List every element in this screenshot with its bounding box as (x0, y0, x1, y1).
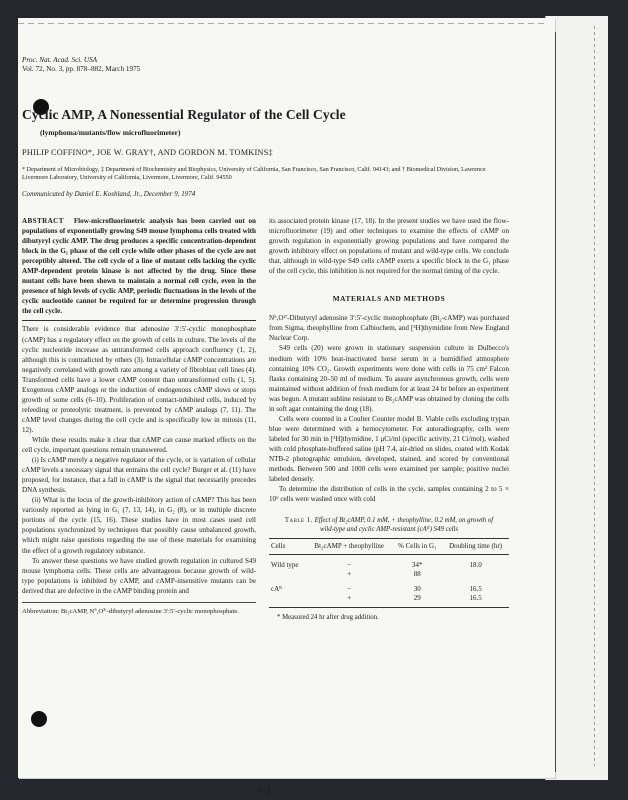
abstract-label: ABSTRACT (22, 217, 64, 225)
abstract (22, 216, 256, 316)
table-header: Cells (271, 542, 286, 551)
communicated-by: Communicated by Daniel E. Koshland, Jr., December 9, 1974 (22, 190, 196, 198)
table-cell (269, 570, 306, 579)
body-paragraph: There is considerable evidence that adenosine 3′:5′-cyclic monophosphate (cAMP) has a regulatory effect on the growth of cells in culture. The levels of the cyclic nucleotide increase as untransformed cells approach confluency (1, 2), although this is contradicted by others (3). Intracellular cAMP concentrations are negatively correlated with growth rate among a variety of fibroblast cell lines (4). Transformed cells have a lower cAMP content than untransformed cells (1, 5). Exogenous cAMP analogs or the induction of endogenous cAMP slows or stops growth of some cells (6–10). Proliferation of contact-inhibited cells, induced by refeeding or proteolytic treatment, is prevented by cAMP analogs (7, 11). The cAMP level changes during the cell cycle and is specifically low in mitosis (11, 12). (22, 325, 256, 434)
table-cell (269, 594, 306, 608)
table-row (269, 555, 509, 571)
author-affiliations: * Department of Microbiology, ‡ Department of Biochemistry and Biophysics, University of California, San Francisco, San Francisco, Calif. 94143; and † Biomedical Division, Lawrence Livermore Laboratory, University of California, Livermore, Livermore, Calif. 94550 (22, 166, 486, 181)
table-cell: 34* (412, 561, 423, 570)
methods-paragraph: To determine the distribution of cells in the cycle, samples containing 2 to 5 × 10⁶ cells were washed once with cold (269, 485, 509, 504)
table-row (269, 594, 509, 608)
punch-hole-bottom (31, 711, 47, 727)
abbreviation-footnote: Abbreviation: Bt₂cAMP, N⁶,O²′-dibutyryl adenosine 3′:5′-cyclic monophosphate. (22, 607, 239, 615)
article-keywords: (lymphoma/mutants/flow microfluorimeter) (40, 128, 181, 137)
footnote-divider (22, 602, 256, 603)
table-cell: + (347, 594, 352, 603)
methods-paragraph: S49 cells (20) were grown in stationary suspension culture in Dulbecco's medium with 10% heat-inactivated horse serum in a humidified atmosphere containing 10% CO₂. Growth experiments were done with cells in 75 cm² Falcon flasks containing 20–50 ml of medium. To assure asynchronous growth, cells were maintained without addition of fresh medium for at least 24 hr before an experiment was begun. A mutant subline resistant to Bt₂cAMP was obtained by cloning the cells in soft agar containing the drug (18). (269, 344, 509, 413)
body-paragraph: To answer these questions we have studied growth regulation in cultured S49 mouse lymphoma cells. These cells are advantageous because growth of wild-type populations is inhibited by cAMP, and cAMP-insensitive mutants can be derived that are defective in the cAMP binding protein and (22, 556, 256, 595)
table-cell: 29 (413, 594, 421, 603)
abstract-divider (22, 320, 256, 321)
body-paragraph: (i) Is cAMP merely a negative regulator of the cycle, or is variation of cellular cAMP levels a necessary signal that entrains the cell cycle? Burger et al. (11) have proposed, for instance, that a fall in cAMP is the signal that necessarily precedes DNA synthesis. (22, 456, 256, 495)
left-column (22, 216, 256, 616)
body-paragraph: its associated protein kinase (17, 18). In the present studies we have used the flow-microfluorimeter (19) and other techniques to examine the effects of cAMP on growth regulation in exponentially growing populations and have compared the growth inhibitory effect on populations of mutant and wild-type cells. We conclude that, although in wild-type S49 cells cAMP exerts a specific block in the G₁ phase of the cell cycle, this inhibition is not required for the normal timing of the cycle. (269, 217, 509, 276)
table-caption (279, 516, 499, 534)
table-row (269, 570, 509, 579)
table-cell: + (347, 570, 352, 579)
table-cell (442, 570, 509, 579)
table-cell: − (347, 561, 352, 570)
journal-citation (22, 56, 140, 74)
table-header: Bt₂cAMP + theophylline (314, 542, 384, 551)
table-header: % Cells in G₁ (398, 542, 437, 551)
article-authors: PHILIP COFFINO*, JOE W. GRAY†, AND GORDON M. TOMKINS‡ (22, 148, 273, 157)
table-header: Doubling time (hr) (449, 542, 503, 551)
table-cell: 16.5 (469, 585, 482, 594)
table-caption-text: Effect of Bt₂cAMP, 0.1 mM, + theophylline, 0.2 mM, on growth of wild-type and cyclic AMP-resistant (cAᴿ) S49 cells (314, 517, 494, 534)
methods-paragraph: Cells were counted in a Coulter Counter model B. Viable cells excluding trypan blue were determined with a hemocytometer. For autoradiography, cells were labeled for 30 min in [³H]thymidine, 1 μCi/ml (specific activity, 21 Ci/mol), washed with cold phosphate-buffered saline (pH 7.4, air-dried on slides, coated with Kodak NTB-2 photographic emulsion, developed, stained, and scored by conventional methods. Between 500 and 1000 cells were examined per sample; positive nuclei labeled densely. (269, 414, 509, 484)
section-heading: MATERIALS AND METHODS (332, 294, 446, 304)
body-paragraph: While these results make it clear that cAMP can cause marked effects on the cell cycle, important questions remain unanswered. (22, 435, 256, 455)
table-footnote: * Measured 24 hr after drug addition. (277, 614, 379, 622)
results-table (269, 538, 509, 608)
table-cell: cAᴿ (271, 585, 283, 594)
table-cell: Wild type (271, 561, 299, 570)
table-cell: 18.0 (469, 561, 482, 570)
table-label: Table 1. (284, 517, 313, 525)
journal-volume: Vol. 72, No. 3, pp. 878–882, March 1975 (22, 65, 141, 73)
body-paragraph: (ii) What is the locus of the growth-inhibitory action of cAMP? This has been variously reported as lying in G₁ (7, 13, 14), in G₂ (8), or in multiple discrete portions of the cycle (15, 16). These studies have in most cases used cell populations synchronized by techniques that possibly cause unbalanced growth, which might raise questions regarding the use of these materials for examining the effect of a growth regulatory substance. (22, 496, 256, 555)
table-cell: 88 (413, 570, 421, 579)
page-number: 878 (259, 786, 271, 795)
right-column (269, 216, 509, 623)
abstract-text: Flow-microfluorimetric analysis has been carried out on populations of exponentially growing S49 mouse lymphoma cells treated with dibutyryl cyclic AMP. The drug produces a specific concentration-dependent block in the G₁ phase of the cell cycle while other phases of the cycle are not perceptibly altered. The cell cycle of a line of mutant cells lacking the cyclic AMP-dependent protein kinase is not affected by the drug. Since these mutant cells have been shown to maintain a normal cell cycle, even in the presence of high levels of cyclic AMP, periodic fluctuations in the levels of the cyclic nucleotide cannot be required for or determine progression through the cell cycle. (22, 217, 256, 316)
journal-name: Proc. Nat. Acad. Sci. USA (22, 56, 98, 64)
table-cell: 30 (413, 585, 421, 594)
methods-paragraph: N⁶,O²′-Dibutyryl adenosine 3′:5′-cyclic monophosphate (Bt₂-cAMP) was purchased from Sigma, theophylline from Calbiochem, and [³H]thymidine from New England Nuclear Corp. (269, 314, 509, 343)
table-row (269, 579, 509, 594)
article-title: Cyclic AMP, A Nonessential Regulator of the Cell Cycle (22, 107, 346, 122)
table-cell: − (347, 585, 352, 594)
table-cell: 16.5 (469, 594, 482, 603)
